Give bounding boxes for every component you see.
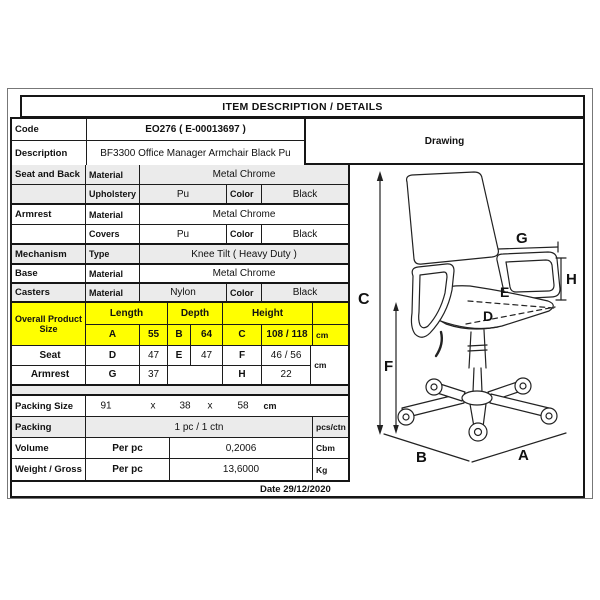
dim-key-g: G	[85, 366, 139, 385]
armrest-size-label: Armrest	[30, 369, 70, 381]
upholstery-value: Pu	[139, 185, 226, 203]
top-region	[12, 119, 583, 165]
table-row	[12, 119, 304, 141]
size-body-rows	[12, 346, 310, 384]
material-value: Nylon	[139, 284, 226, 301]
table-row	[12, 396, 348, 417]
color-value: Black	[261, 185, 348, 203]
dim-label-f: F	[384, 358, 394, 375]
packing-label: Packing	[15, 421, 52, 433]
upholstery-key: Upholstery	[85, 185, 139, 203]
seat-back-label-cont	[12, 185, 85, 203]
size-header-block	[12, 303, 348, 346]
seat-back-label: Seat and Back	[15, 169, 80, 180]
packing-unit: pcs/ctn	[312, 417, 348, 437]
base-label: Base	[15, 268, 38, 279]
table-row	[12, 245, 348, 265]
table-row	[12, 438, 348, 459]
color-value: Black	[261, 225, 348, 243]
unit-header-empty	[312, 303, 348, 324]
dim-key-f: F	[222, 346, 261, 365]
table-row	[85, 303, 348, 325]
packing-size-val: 91	[100, 400, 112, 412]
spacer-row	[12, 386, 348, 396]
chair-drawing	[350, 165, 583, 484]
volume-value: 0,2006	[169, 438, 312, 458]
weight-label: Weight / Gross	[15, 464, 82, 475]
table-row	[12, 205, 348, 225]
description-value: BF3300 Office Manager Armchair Black Pu	[100, 147, 291, 159]
dim-val-c: 108 / 118	[261, 325, 312, 346]
table-row	[12, 417, 348, 438]
drawing-header: Drawing	[304, 119, 583, 165]
volume-unit: Cbm	[312, 438, 348, 458]
size-header-cols	[85, 303, 348, 345]
packing-size-values	[85, 396, 348, 416]
dim-label-c: C	[358, 291, 370, 308]
casters-label: Casters	[15, 287, 50, 298]
seat-size-label: Seat	[39, 349, 61, 361]
dim-empty-depth	[167, 366, 222, 385]
dim-val-d: 47	[139, 346, 167, 365]
weight-value: 13,6000	[169, 459, 312, 480]
table-row	[12, 346, 310, 366]
dim-val-e: 47	[190, 346, 222, 365]
dim-key-h: H	[222, 366, 261, 385]
type-key: Type	[85, 245, 139, 263]
dim-label-g: G	[516, 230, 528, 247]
length-header: Length	[85, 303, 167, 324]
mechanism-label: Mechanism	[15, 248, 67, 260]
spec-rows	[12, 165, 350, 484]
code-desc-block	[12, 119, 304, 165]
sheet-title: ITEM DESCRIPTION / DETAILS	[20, 95, 585, 118]
unit-cm-span: cm	[310, 346, 348, 384]
height-header: Height	[222, 303, 312, 324]
volume-qty: Per pc	[85, 438, 169, 458]
dim-val-h: 22	[261, 366, 310, 385]
body-region	[12, 165, 583, 484]
packing-size-label: Packing Size	[15, 400, 74, 412]
dim-key-b: B	[167, 325, 190, 346]
dim-val-a: 55	[139, 325, 167, 346]
dim-label-b: B	[416, 449, 427, 466]
dim-key-a: A	[85, 325, 139, 346]
color-key: Color	[226, 225, 261, 243]
packing-size-val: 58	[237, 400, 249, 412]
code-label: Code	[12, 119, 87, 140]
size-body-block	[12, 346, 348, 386]
color-key: Color	[226, 185, 261, 203]
code-value: EO276 ( E-00013697 )	[145, 124, 246, 135]
armrest-label-cont	[12, 225, 85, 243]
table-row	[12, 141, 304, 165]
dim-label-d: D	[483, 308, 494, 324]
type-value: Knee Tilt ( Heavy Duty )	[139, 245, 348, 263]
dim-val-b: 64	[190, 325, 222, 346]
covers-value: Pu	[139, 225, 226, 243]
packing-value: 1 pc / 1 ctn	[85, 417, 312, 437]
date-row: Date 29/12/2020	[10, 482, 585, 498]
material-value: Metal Chrome	[139, 205, 348, 224]
overall-size-label: Overall Product Size	[14, 313, 83, 334]
material-key: Material	[85, 265, 139, 282]
material-value: Metal Chrome	[139, 165, 348, 184]
material-value: Metal Chrome	[139, 265, 348, 282]
dim-label-h: H	[566, 271, 577, 288]
table-row	[12, 165, 348, 185]
spec-table	[10, 117, 585, 482]
weight-qty: Per pc	[85, 459, 169, 480]
weight-unit: Kg	[312, 459, 348, 480]
material-key: Material	[85, 165, 139, 184]
covers-key: Covers	[85, 225, 139, 243]
packing-size-unit: cm	[263, 401, 277, 411]
packing-size-x: x	[150, 400, 156, 412]
packing-size-val: 38	[179, 400, 191, 412]
table-row	[12, 225, 348, 245]
dim-key-d: D	[85, 346, 139, 365]
color-key: Color	[226, 284, 261, 301]
depth-header: Depth	[167, 303, 222, 324]
table-row	[12, 185, 348, 205]
dim-key-e: E	[167, 346, 190, 365]
chair-drawing-svg	[350, 165, 583, 484]
dim-label-a: A	[518, 447, 529, 464]
unit-cm: cm	[312, 325, 348, 346]
color-value: Black	[261, 284, 348, 301]
table-row	[12, 459, 348, 480]
table-row	[12, 265, 348, 284]
packing-size-x: x	[207, 400, 213, 412]
table-row	[85, 325, 348, 346]
table-row	[12, 366, 310, 385]
description-label: Description	[12, 141, 87, 165]
material-key: Material	[85, 284, 139, 301]
armrest-label: Armrest	[15, 209, 52, 220]
dim-val-g: 37	[139, 366, 167, 385]
volume-label: Volume	[15, 442, 49, 454]
material-key: Material	[85, 205, 139, 224]
dim-val-f: 46 / 56	[261, 346, 310, 365]
dim-label-e: E	[500, 284, 510, 300]
table-row	[12, 284, 348, 303]
dim-key-c: C	[222, 325, 261, 346]
